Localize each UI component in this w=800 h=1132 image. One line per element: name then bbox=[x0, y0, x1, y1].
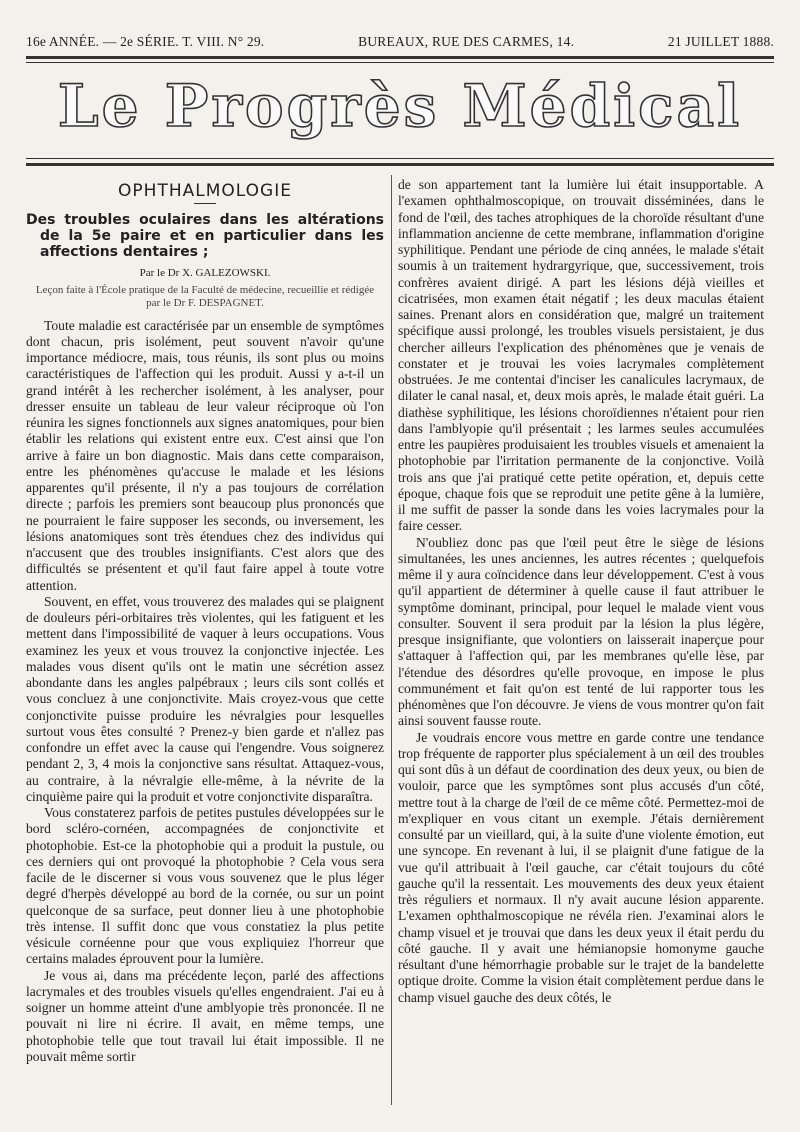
issue-date: 21 JUILLET 1888. bbox=[667, 34, 774, 49]
issue-info: 16e ANNÉE. — 2e SÉRIE. T. VIII. N° 29. bbox=[26, 34, 265, 49]
lecture-note: Leçon faite à l'École pratique de la Faculté de médecine, recueillie et rédigée par le Dr F. DESPAGNET. bbox=[35, 283, 375, 309]
office-address: BUREAUX, RUE DES CARMES, 14. bbox=[358, 34, 575, 49]
masthead-rule-thin bbox=[26, 158, 774, 159]
issue-header bbox=[26, 34, 774, 50]
article-byline: Par le Dr X. GALEZOWSKI. bbox=[139, 267, 271, 280]
article-headline: Des troubles oculaires dans les altérations de la 5e paire et en particulier dans les affections dentaires ; bbox=[26, 212, 384, 261]
paragraph: Vous constaterez parfois de petites pustules développées sur le bord scléro-cornéen, accompagnées de conjonctivite et photophobie. Est-ce la photophobie qui a produit la pustule, ou ces derniers qui ont provoqué la photophobie ? Cela vous sera facile de le discerner si vous vous souvenez que le plus léger degré d'herpès développé au bord de la cornée, ou sur un point quelconque de sa surface, peut donner lieu à une photophobie très intense. Il suffit donc que vous constatiez la plus petite vésicule cornéenne pour que vous expliquiez l'horreur que certains malades éprouvent pour la lumière. bbox=[26, 805, 384, 967]
paragraph: Toute maladie est caractérisée par un ensemble de symptômes dont chacun, pris isolément, peut souvent n'avoir qu'une importance médiocre, mais, tous réunis, ils sont plus ou moins caractéristiques de l'affection qui les produit. Aussi y a-t-il un grand intérêt à les rechercher isolément, à les analyser, pour dresser ensuite un tableau de leur valeur réciproque où l'on réunira les signes fonctionnels aux signes anatomiques, pour bien établir les relations qui existent entre eux. C'est ainsi que l'on arrive à faire un bon diagnostic. Mais dans cette comparaison, entre les phénomènes qu'accuse le malade et les lésions apparentes qu'il présente, il n'y a pas toujours de corrélation directe ; parfois les premiers sont beaucoup plus prononcés que ne pourraient le faire supposer les seconds, ou inversement, les lésions anatomiques sont très étendues chez des individus qui n'accusent que des troubles insignifiants. C'est alors que des difficultés se présentent et qu'il faut faire appel à toute votre attention. bbox=[26, 317, 384, 593]
masthead-rule-thick bbox=[26, 163, 774, 166]
title-dash bbox=[194, 203, 216, 204]
section-title: OPHTHALMOLOGIE bbox=[118, 181, 292, 201]
masthead-title: Le Progrès Médical bbox=[57, 72, 743, 140]
right-column bbox=[398, 177, 764, 1006]
column-divider bbox=[391, 175, 392, 1105]
paragraph: N'oubliez donc pas que l'œil peut être le siège de lésions simultanées, les unes anciennes, les autres récentes ; quelquefois même il y aura coïncidence dans leur développement. C'est à vous qu'il appartient de déterminer à quelle cause il faut attribuer le symptôme dominant, principal, pour lequel le malade vient vous consulter. Souvent il sera produit par la lésion la plus légère, presque insignifiante, que volontiers on laisserait inaperçue pour s'attaquer à l'affection qui, par les membranes qu'elle lèse, par l'étendue des désordres qu'elle provoque, en impose le plus communément et fait qu'on est tenté de lui rapporter tous les phénomènes que l'on découvre. Je viens de vous montrer qu'on fait ainsi souvent fausse route. bbox=[398, 534, 764, 729]
header-rule-top bbox=[26, 56, 774, 59]
paragraph: Je vous ai, dans ma précédente leçon, parlé des affections lacrymales et des troubles visuels qu'elles engendraient. J'ai eu à soigner un homme atteint d'une amblyopie très prononcée. Il ne pouvait ni lire ni écrire. Il avait, en même temps, une photophobie telle que tout travail lui était impossible. Il ne pouvait même sortir bbox=[26, 967, 384, 1064]
left-column bbox=[26, 175, 384, 1065]
paragraph: Je voudrais encore vous mettre en garde contre une tendance trop fréquente de rapporter plus spécialement à un œil des troubles qui sont dûs à un défaut de coordination des deux yeux, ou bien de vouloir, parce que les symptômes sont plus accusés d'un côté, mettre tout à la charge de l'œil de ce même côté. Permettez-moi de m'expliquer en vous citant un exemple. J'étais dernièrement consulté par un vieillard, qui, à la suite d'une violente émotion, eut une syncope. En revenant à lui, il se plaignit d'une fatigue de la vue qu'il attribuait à l'œil gauche, car c'était toujours du côté gauche qu'il la ressentait. Les mouvements des deux yeux étaient très réguliers et normaux. Il n'y avait aucune lésion apparente. L'examen ophthalmoscopique ne révéla rien. J'examinai alors le champ visuel et je trouvai que dans les deux yeux il était perdu du côté gauche. Il y avait une hémianopsie homonyme gauche résultant d'une hémorrhagie probable sur le trajet de la bandelette optique droite. Comme la vision était complètement perdue dans le champ visuel gauche des deux côtés, le bbox=[398, 729, 764, 1005]
paragraph: Souvent, en effet, vous trouverez des malades qui se plaignent de douleurs péri-orbitaires très violentes, qui les fatiguent et les mettent dans l'impossibilité de vaquer à leurs occupations. Vous examinez les yeux et vous trouvez la conjonctive injectée. Les malades vous disent qu'ils ont le matin une sécrétion assez abondante dans les angles palpébraux ; leurs cils sont collés et vous concluez à une conjonctivite. Mais croyez-vous que cette conjonctivite puisse produire les névralgies pour lesquelles surtout vous êtes consulté ? Prenez-y bien garde et n'allez pas confondre un effet avec la cause qui l'engendre. Vous soignerez pendant 2, 3, 4 mois la conjonctive sans résultat. Attaquez-vous, au contraire, à la névralgie elle-même, à la névrite de la cinquième paire qui la produit et votre conjonctivite disparaîtra. bbox=[26, 593, 384, 804]
header-rule-top-thin bbox=[26, 62, 774, 63]
paragraph-continued: de son appartement tant la lumière lui était insupportable. A l'examen ophthalmoscopique, on trouvait disséminées, dans le fond de l'œil, des taches atrophiques de la choroïde résultant d'une inflammation ancienne de cette membrane, inflammation d'origine syphilitique. Pendant une période de cinq années, le malade s'était soumis à un traitement hydrargyrique, que, successivement, trois confrères avaient dirigé. A part les lésions déjà vieilles et cicatrisées, mon examen était négatif ; les deux maculas étaient saines. Prenant alors en considération que, malgré un traitement spécifique aussi prolongé, les troubles visuels persistaient, je dus chercher ailleurs l'explication des phénomènes que je venais de constater et je trouvai les voies lacrymales complètement obstruées. Je me contentai d'inciser les canalicules lacrymaux, de dilater le canal nasal, et, deux mois après, le malade était guéri. La diathèse syphilitique, les lésions choroïdiennes n'étaient pour rien dans l'amblyopie qu'il présentait ; les larmes seules accumulées entre les paupières produisaient les troubles visuels et amenaient la photophobie par l'irritation permanente de la conjonctive. Voilà trois ans que j'ai pratiqué cette petite opération, et, depuis cette époque, chaque fois que se reproduit une petite gêne à la lumière, il me suffit de passer la sonde dans les voies lacrymales pour la faire cesser. bbox=[398, 177, 764, 534]
